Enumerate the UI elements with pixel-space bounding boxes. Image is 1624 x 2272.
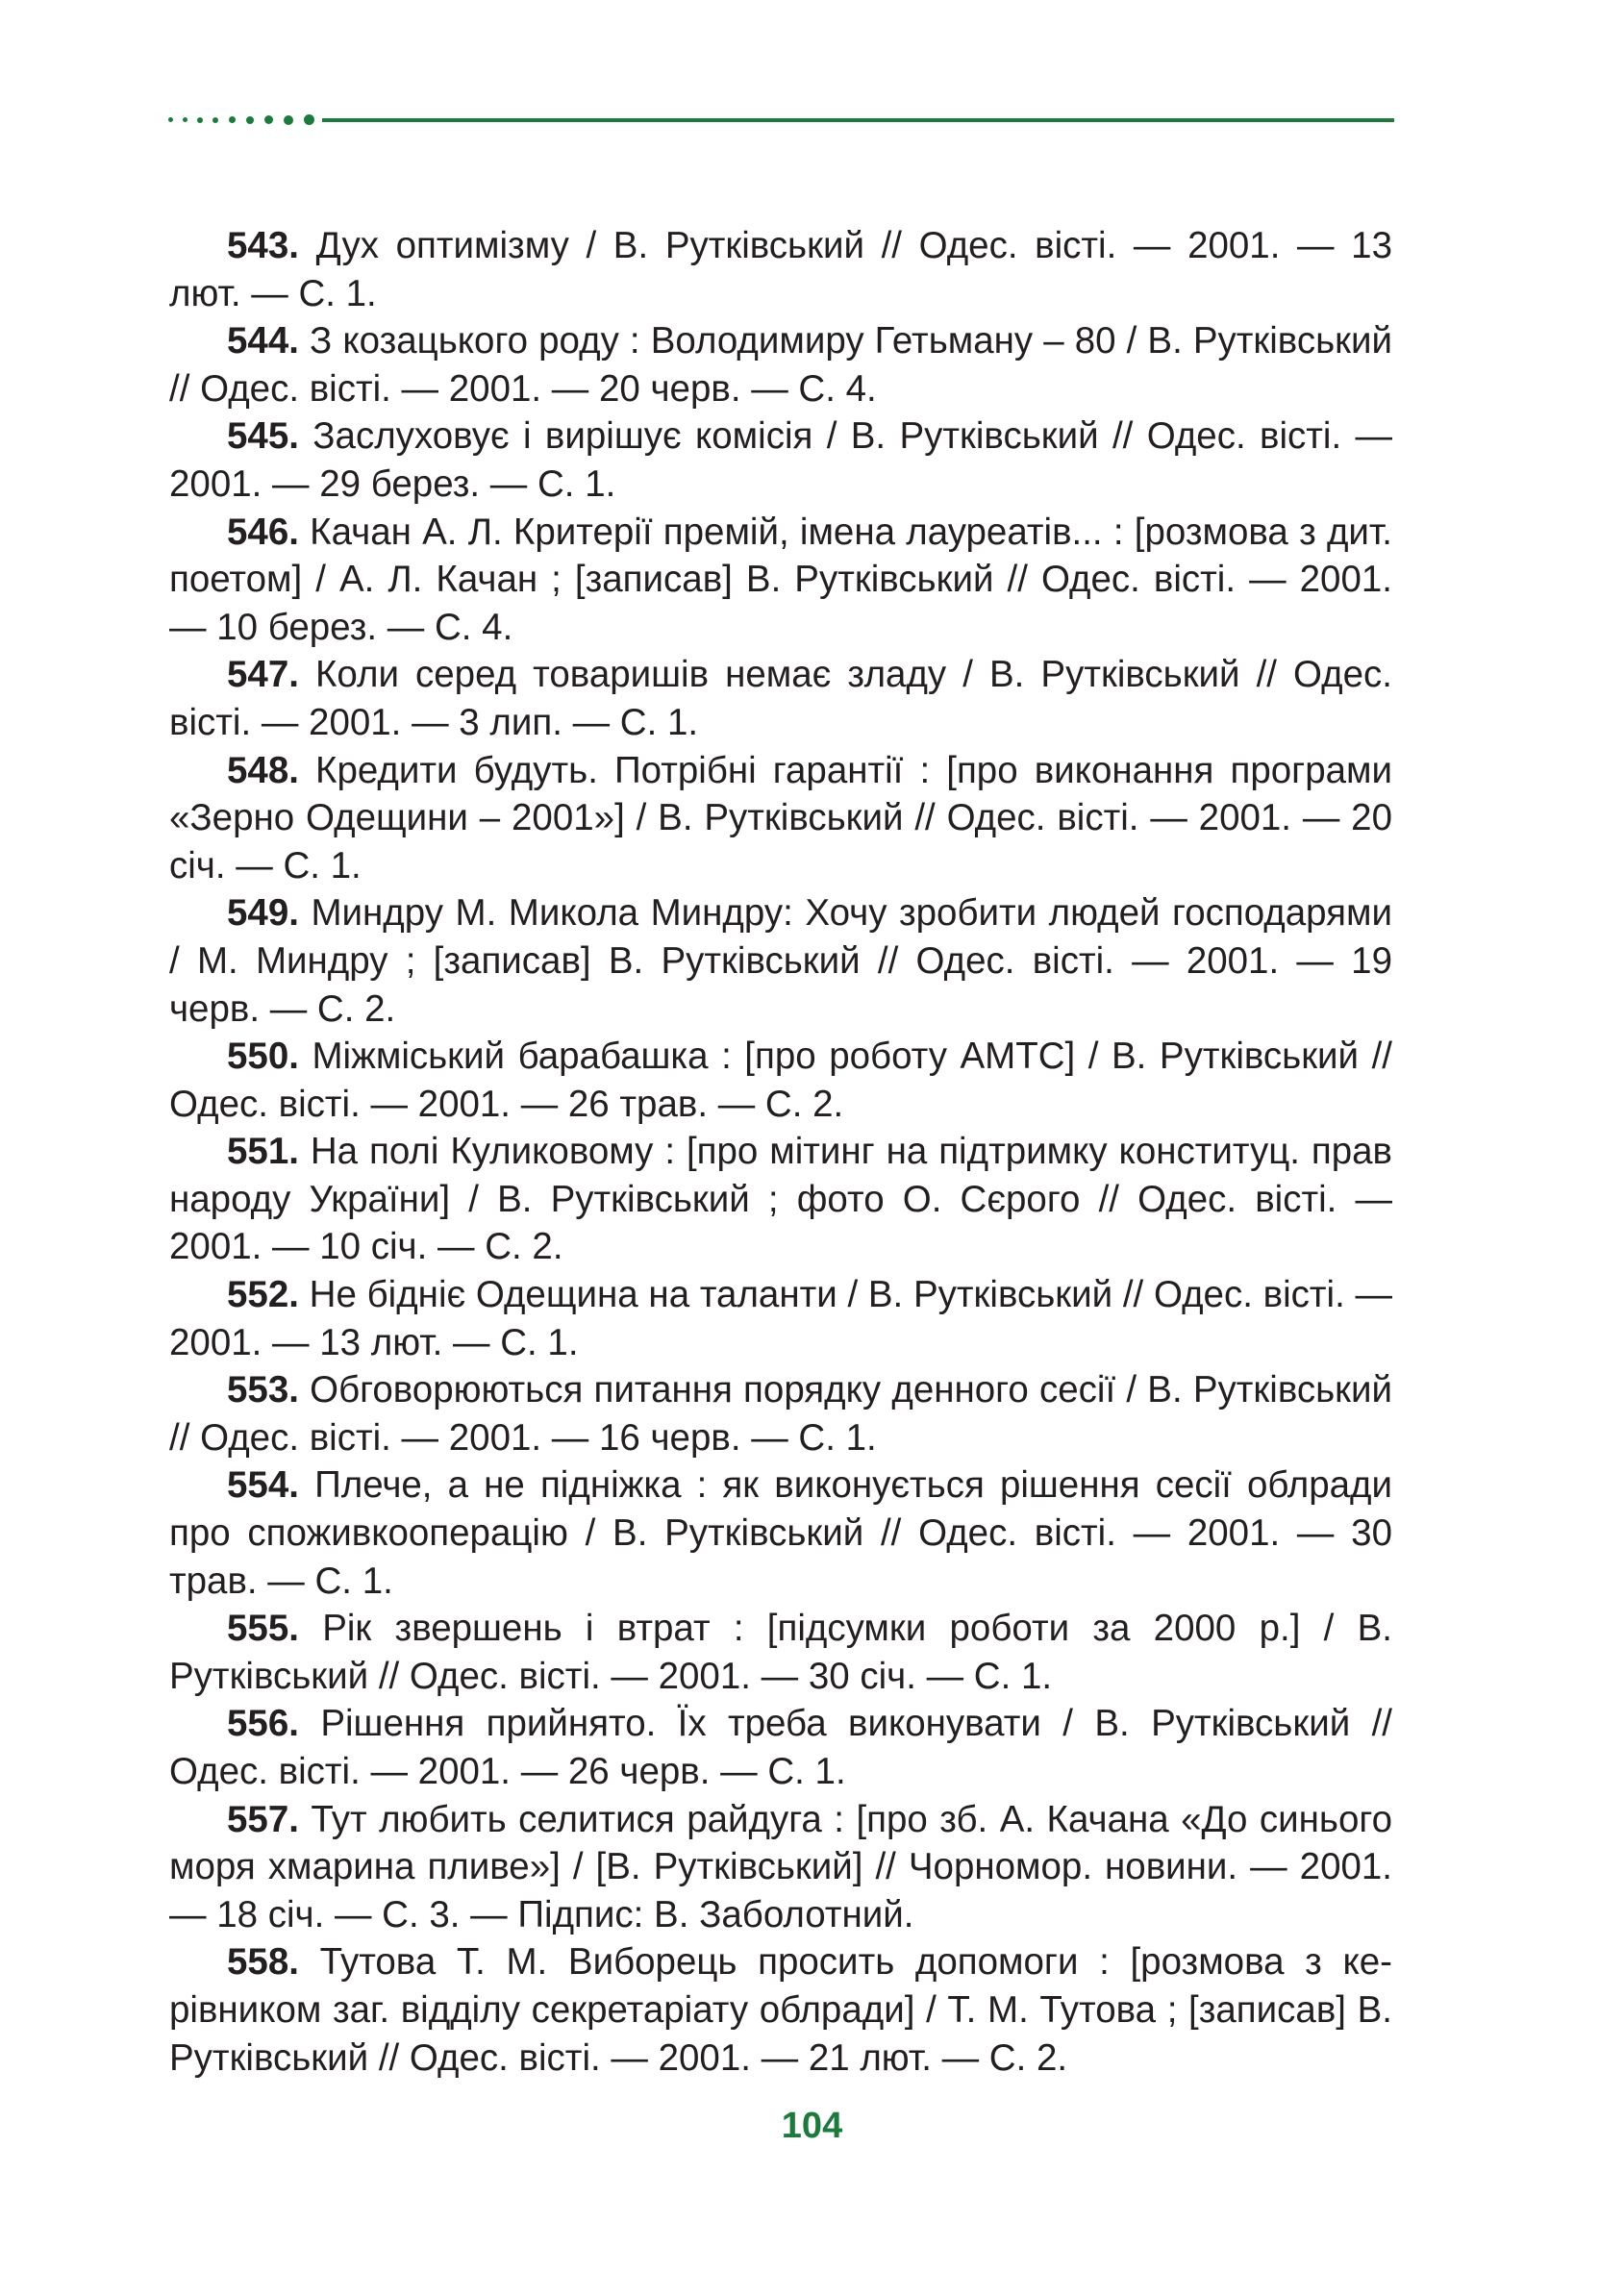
entry-text: Не бідніє Одещина на таланти / В. Рутківський // Одес. вісті. — 2001. — 13 лют. — С. 1. [169,1274,1392,1363]
entry-number: 555. [227,1608,299,1650]
entry-text: Тут любить селитися райдуга : [про зб. А. Качана «До синього моря хмарина пливе»] / [В. Рутківський] // Чорномор. новини. — 2001. — 18 січ. — С. 3. — Підпис: В. Заболотний. [169,1798,1392,1935]
entry-text: Рішення прийнято. Їх треба виконувати / В. Рутківський // Одес. вісті. — 2001. — 26 черв. — С. 1. [169,1703,1392,1792]
bibliography-entry [169,1366,1392,1461]
header-rule [168,113,1394,127]
bibliography-entry [169,651,1392,746]
entry-text: Рік звершень і втрат : [підсумки роботи за 2000 р.] / В. Рутківський // Одес. вісті. — 2001. — 30 січ. — С. 1. [169,1608,1392,1697]
bibliography-entry [169,1033,1392,1128]
bibliography-entry [169,1271,1392,1366]
entry-text: Коли серед товаришів немає зладу / В. Рутківський // Одес. вісті. — 2001. — 3 лип. — С. 1. [169,654,1392,743]
entry-number: 547. [227,654,299,696]
entry-text: З козацького роду : Володимиру Гетьману – 80 / В. Рутківський // Одес. вісті. — 2001. — 20 черв. — С. 4. [169,320,1392,410]
entry-text: Миндру М. Микола Миндру: Хочу зробити людей господарями / М. Миндру ; [записав] В. Рутківський // Одес. вісті. — 2001. — 19 черв. — С. 2. [169,892,1392,1030]
entry-number: 545. [227,415,299,458]
bibliography-entry [169,1128,1392,1271]
entry-number: 548. [227,749,299,791]
entry-text: Обговорюються питання порядку денного сесії / В. Рутківський // Одес. вісті. — 2001. — 16 черв. — С. 1. [169,1369,1392,1459]
entry-number: 554. [227,1464,299,1507]
entry-text: Тутова Т. М. Виборець просить допомоги : [розмова з керівником заг. відділу секретаріату облради] / Т. М. Тутова ; [записав] В. Рутківський // Одес. вісті. — 2001. — 21 лют. — С. 2. [169,1941,1392,2079]
entry-number: 550. [227,1036,299,1078]
entry-text: Дух оптимізму / В. Рутківський // Одес. вісті. — 2001. — 13 лют. — С. 1. [169,225,1392,314]
entry-text: Качан А. Л. Критерії премій, імена лауреатів... : [розмова з дит. поетом] / А. Л. Качан ; [записав] В. Рутківський // Одес. вісті. — 2001. — 10 берез. — С. 4. [169,511,1392,648]
bibliography-entry [169,1605,1392,1700]
entry-number: 558. [227,1941,299,1984]
entry-number: 544. [227,320,299,362]
header-line [322,118,1394,122]
bibliography-entry [169,412,1392,508]
entry-number: 546. [227,511,299,553]
entry-text: На полі Куликовому : [про мітинг на підтримку конституц. прав народу України] / В. Рутківський ; фото О. Сєрого // Одес. вісті. — 2001. — 10 січ. — С. 2. [169,1131,1392,1268]
entry-text: Плече, а не підніжка : як виконується рішення сесії облради про споживкооперацію / В. Рутківський // Одес. вісті. — 2001. — 30 трав. — С. 1. [169,1464,1392,1602]
entry-text: Заслуховує і вирішує комісія / В. Рутківський // Одес. вісті. — 2001. — 29 берез. — С. 1. [169,415,1392,505]
bibliography-entry [169,509,1392,652]
page-number: 104 [781,2106,843,2146]
bibliography-entry [169,889,1392,1033]
bibliography-entry [169,747,1392,890]
entry-number: 549. [227,892,299,935]
entry-text: Міжміський барабашка : [про роботу АМТС] / В. Рутківський // Одес. вісті. — 2001. — 26 трав. — С. 2. [169,1036,1392,1125]
entry-number: 556. [227,1703,299,1745]
entry-number: 551. [227,1131,299,1173]
entry-number: 557. [227,1798,299,1840]
entry-text: Кредити будуть. Потрібні гарантії : [про виконання програми «Зерно Одещини – 2001»] / В. Рутківський // Одес. вісті. — 2001. — 20 січ. — С. 1. [169,749,1392,886]
bibliography-entry [169,1796,1392,1939]
entry-number: 552. [227,1274,299,1316]
bibliography-entry [169,222,1392,317]
bibliography-entry [169,1938,1392,2082]
dotted-leader [168,113,317,127]
bibliography-list [169,222,1392,2082]
bibliography-entry [169,1461,1392,1605]
bibliography-entry [169,1700,1392,1795]
entry-number: 553. [227,1369,299,1411]
bibliography-entry [169,317,1392,412]
entry-number: 543. [227,225,299,266]
